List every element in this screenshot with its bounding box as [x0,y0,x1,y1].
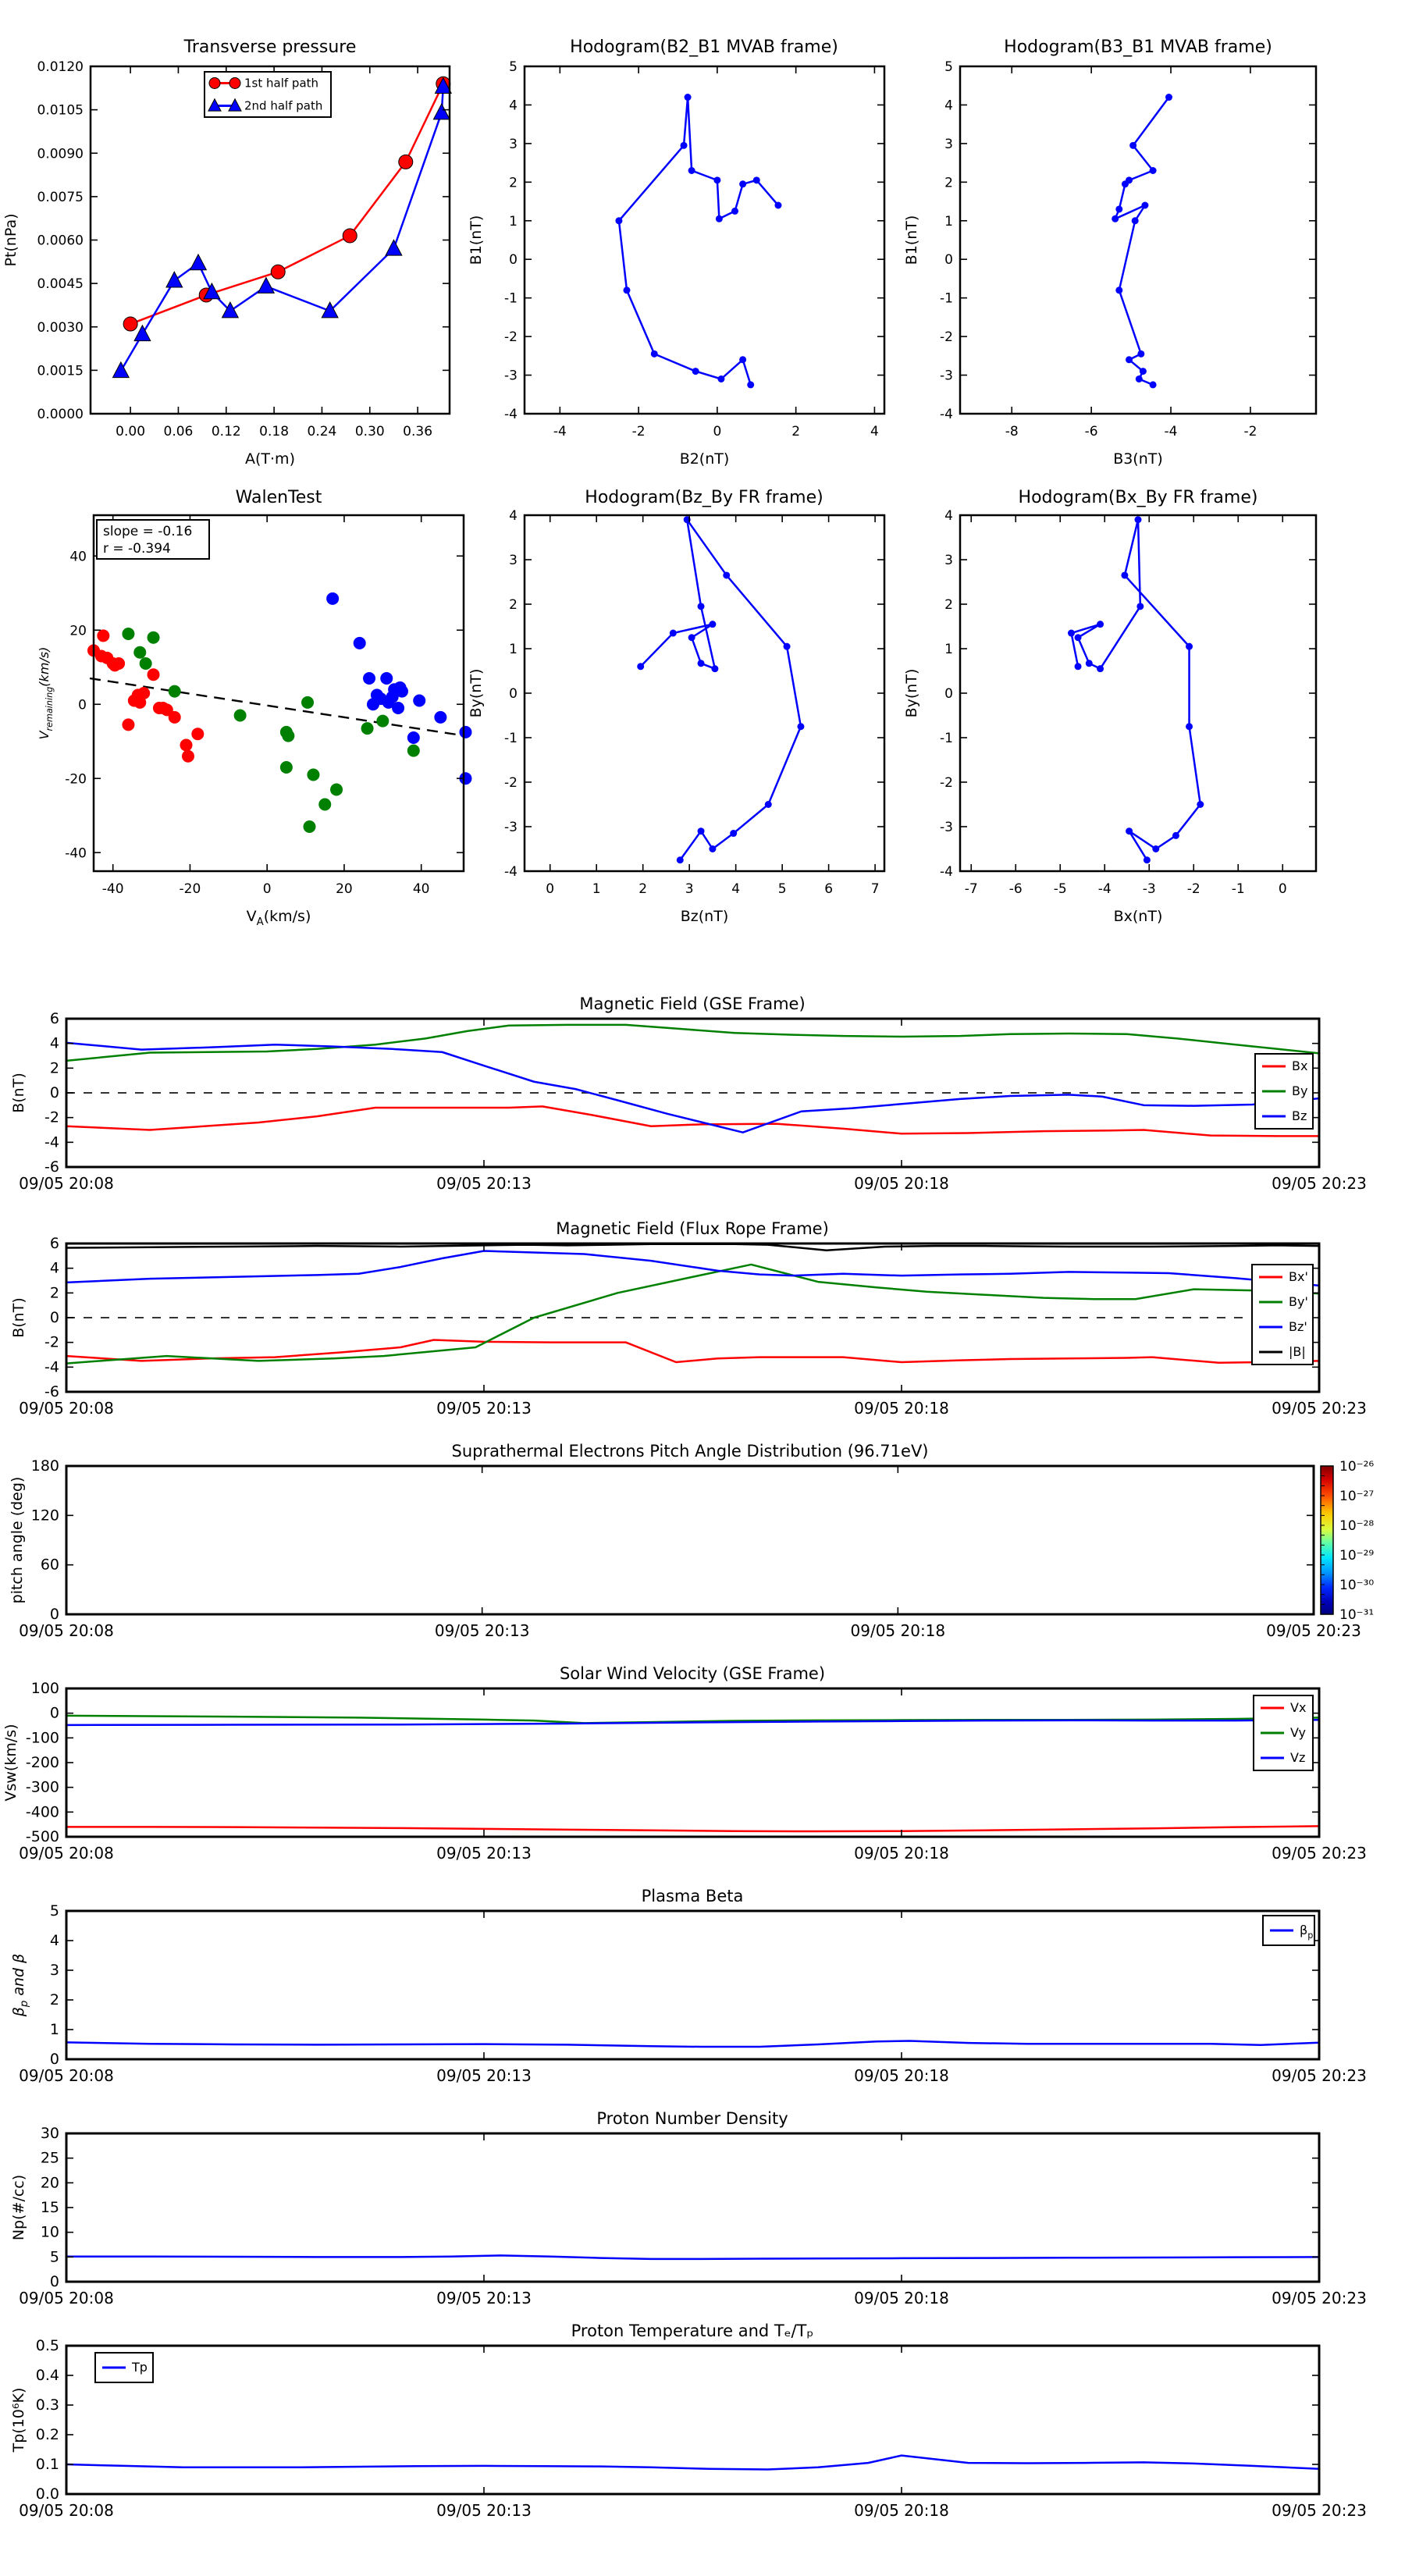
svg-text:25: 25 [40,2149,59,2167]
svg-text:09/05 20:08: 09/05 20:08 [19,2289,114,2307]
svg-text:4: 4 [509,508,518,524]
svg-text:09/05 20:08: 09/05 20:08 [19,1174,114,1193]
series-hodogram-path [1115,98,1169,385]
svg-text:-2: -2 [44,1333,59,1351]
svg-text:09/05 20:18: 09/05 20:18 [854,1399,949,1418]
svg-text:09/05 20:13: 09/05 20:13 [436,2066,532,2085]
svg-text:09/05 20:08: 09/05 20:08 [19,2066,114,2085]
series-By-prime [66,1265,1319,1364]
svg-text:2: 2 [944,175,953,191]
svg-text:-2: -2 [1186,881,1200,897]
svg-text:0.24: 0.24 [307,424,337,439]
svg-text:B2(nT): B2(nT) [679,450,730,468]
chart-proton-number-density [10,2125,1367,2307]
svg-text:-20: -20 [65,771,87,788]
svg-text:B3(nT): B3(nT) [1113,450,1163,468]
series-Bx-prime [66,1340,1319,1363]
svg-text:-4: -4 [553,424,567,439]
svg-text:6: 6 [49,1235,59,1252]
axes-frame [66,1466,1314,1614]
series-B-magnitude [66,1244,1319,1251]
svg-text:0: 0 [49,2273,59,2290]
hodogram-bz-by-title: Hodogram(Bz_By FR frame) [585,488,823,507]
svg-text:2: 2 [509,597,518,613]
axes-frame [525,66,884,414]
svg-text:-300: -300 [25,1778,59,1796]
proton-number-density-title: Proton Number Density [596,2109,788,2128]
svg-text:40: 40 [69,549,87,565]
svg-text:-4: -4 [940,407,953,422]
svg-text:0.30: 0.30 [354,424,385,439]
svg-text:By: By [1292,1083,1308,1098]
svg-text:0.0075: 0.0075 [37,189,84,205]
svg-text:-4: -4 [44,1358,59,1376]
svg-text:09/05 20:23: 09/05 20:23 [1266,1621,1361,1640]
svg-text:A(T·m): A(T·m) [245,450,295,468]
svg-text:0.5: 0.5 [35,2337,59,2354]
series-Vx [66,1826,1319,1831]
svg-text:-20: -20 [179,881,201,897]
svg-text:20: 20 [69,623,87,639]
svg-text:4: 4 [49,1259,59,1277]
svg-text:-2: -2 [44,1108,59,1126]
svg-text:09/05 20:23: 09/05 20:23 [1272,1844,1367,1863]
chart-walen-test [37,515,471,928]
svg-text:1: 1 [944,213,953,229]
svg-text:100: 100 [30,1680,59,1697]
svg-text:7: 7 [870,881,880,897]
svg-text:09/05 20:23: 09/05 20:23 [1272,2289,1367,2307]
svg-text:Bz(nT): Bz(nT) [680,908,729,925]
svg-text:09/05 20:18: 09/05 20:18 [854,2066,949,2085]
magnetic-field-fr-title: Magnetic Field (Flux Rope Frame) [556,1219,829,1238]
svg-text:09/05 20:18: 09/05 20:18 [854,2501,949,2520]
svg-text:0.0015: 0.0015 [37,363,84,379]
svg-text:0.0: 0.0 [35,2485,59,2503]
svg-text:|B|: |B| [1289,1344,1306,1359]
svg-text:09/05 20:08: 09/05 20:08 [19,1844,114,1863]
svg-text:-4: -4 [1097,881,1112,897]
svg-text:09/05 20:13: 09/05 20:13 [436,1844,532,1863]
svg-text:09/05 20:13: 09/05 20:13 [436,1174,532,1193]
svg-text:3: 3 [944,553,953,568]
svg-text:pitch angle (deg): pitch angle (deg) [9,1476,26,1604]
svg-text:0: 0 [944,252,953,269]
svg-text:0: 0 [1278,881,1287,897]
svg-text:-1: -1 [504,731,518,746]
svg-text:09/05 20:08: 09/05 20:08 [19,2501,114,2520]
svg-text:1: 1 [49,2021,59,2038]
svg-text:2: 2 [791,424,801,439]
axes-frame [66,1911,1319,2059]
svg-text:Bx(nT): Bx(nT) [1113,908,1163,925]
svg-text:3: 3 [509,136,518,152]
svg-text:180: 180 [30,1457,59,1475]
hodogram-bx-by-title: Hodogram(Bx_By FR frame) [1018,488,1258,507]
svg-text:3: 3 [509,553,518,568]
svg-text:-3: -3 [1142,881,1156,897]
svg-text:1: 1 [944,642,953,657]
svg-text:0: 0 [713,424,722,439]
svg-text:Pt(nPa): Pt(nPa) [2,213,20,267]
magnetic-field-gse-title: Magnetic Field (GSE Frame) [579,994,806,1013]
chart-hodogram-b3-b1 [903,59,1316,468]
svg-text:0.12: 0.12 [211,424,241,439]
svg-text:2: 2 [509,175,518,191]
svg-text:-6: -6 [44,1158,59,1176]
series-hodogram-path [619,98,778,385]
svg-text:-2: -2 [504,775,518,791]
scatter-group-red [87,629,204,762]
svg-text:0.0045: 0.0045 [37,276,84,293]
svg-text:0.0120: 0.0120 [37,59,84,75]
svg-text:0: 0 [509,686,518,702]
svg-text:VA(km/s): $V_A(km/s)$ [246,908,311,928]
svg-text:Vy: Vy [1290,1725,1306,1740]
chart-transverse-pressure [2,59,451,468]
svg-text:Vsw(km/s): Vsw(km/s) [2,1724,20,1802]
svg-text:5: 5 [49,2248,59,2266]
svg-text:5: 5 [944,59,953,75]
svg-text:B(nT): B(nT) [10,1073,27,1113]
svg-text:Bz': Bz' [1289,1319,1307,1334]
svg-text:r = -0.394: r = -0.394 [103,541,171,557]
series-By [66,1025,1319,1061]
svg-text:0.0000: 0.0000 [37,407,84,422]
svg-text:Vx: Vx [1290,1700,1307,1715]
svg-text:0.0105: 0.0105 [37,102,84,119]
svg-text:B1(nT): B1(nT) [468,215,485,265]
svg-text:1st half path: 1st half path [244,76,319,91]
walen-test-title: WalenTest [235,488,322,507]
svg-text:Tp(10⁶K): Tp(10⁶K) [10,2387,27,2453]
svg-text:By': By' [1289,1294,1308,1309]
svg-text:4: 4 [944,98,953,114]
svg-text:10⁻³⁰: 10⁻³⁰ [1339,1578,1375,1593]
svg-text:0: 0 [944,686,953,702]
svg-text:Bx: Bx [1292,1059,1308,1073]
svg-text:-3: -3 [940,820,953,835]
svg-text:Bz: Bz [1292,1108,1307,1123]
svg-text:1: 1 [592,881,601,897]
svg-text:5: 5 [509,59,518,75]
series-hodogram-path [1072,520,1200,860]
svg-text:09/05 20:23: 09/05 20:23 [1272,1399,1367,1418]
svg-text:Bx': Bx' [1289,1269,1308,1284]
svg-text:-1: -1 [940,290,953,307]
svg-text:09/05 20:13: 09/05 20:13 [436,2289,532,2307]
chart-hodogram-bz-by [468,508,884,925]
axes-frame [66,2346,1319,2494]
svg-text:60: 60 [40,1556,59,1574]
hodogram-b2-b1-title: Hodogram(B2_B1 MVAB frame) [570,37,838,57]
svg-text:-4: -4 [940,864,953,880]
svg-text:5: 5 [49,1902,59,1920]
svg-text:-2: -2 [1243,424,1257,439]
svg-text:-4: -4 [504,864,518,880]
svg-text:0: 0 [49,1704,59,1722]
svg-text:09/05 20:08: 09/05 20:08 [19,1399,114,1418]
svg-text:0.4: 0.4 [35,2367,59,2384]
svg-text:0: 0 [49,1084,59,1101]
svg-text:-100: -100 [25,1729,59,1747]
svg-text:09/05 20:18: 09/05 20:18 [850,1621,946,1640]
svg-text:-400: -400 [25,1803,59,1821]
axes-frame [960,66,1316,414]
series-1st-half-path [130,84,443,324]
svg-text:10⁻²⁷: 10⁻²⁷ [1339,1489,1375,1504]
svg-text:2: 2 [49,1284,59,1302]
series-2nd-half-path [121,87,443,371]
svg-text:-4: -4 [504,407,518,422]
svg-text:4: 4 [731,881,741,897]
svg-text:09/05 20:13: 09/05 20:13 [436,1399,532,1418]
svg-text:-500: -500 [25,1828,59,1845]
svg-text:-6: -6 [1084,424,1098,439]
chart-magnetic-field-gse [10,1010,1367,1193]
series-Bz [66,1043,1319,1133]
svg-text:4: 4 [944,508,953,524]
svg-text:0.00: 0.00 [116,424,146,439]
svg-text:4: 4 [49,1034,59,1052]
svg-text:2: 2 [638,881,648,897]
svg-text:-1: -1 [940,731,953,746]
svg-text:4: 4 [870,424,879,439]
svg-text:120: 120 [30,1507,59,1525]
svg-text:09/05 20:08: 09/05 20:08 [19,1621,114,1640]
svg-text:-2: -2 [940,329,953,346]
axes-frame [66,1688,1319,1837]
svg-text:-3: -3 [504,368,518,384]
svg-text:09/05 20:23: 09/05 20:23 [1272,2501,1367,2520]
svg-text:09/05 20:23: 09/05 20:23 [1272,2066,1367,2085]
svg-text:0.18: 0.18 [259,424,290,439]
solar-wind-velocity-title: Solar Wind Velocity (GSE Frame) [559,1664,826,1683]
svg-text:-1: -1 [1231,881,1245,897]
svg-text:10: 10 [40,2223,59,2241]
svg-text:-200: -200 [25,1754,59,1771]
svg-text:3: 3 [685,881,694,897]
svg-text:-40: -40 [101,881,124,897]
chart-plasma-beta [10,1902,1367,2085]
svg-text:-6: -6 [1008,881,1023,897]
svg-text:0: 0 [509,252,518,269]
svg-text:0: 0 [262,881,272,897]
svg-text:-7: -7 [964,881,978,897]
svg-text:3: 3 [49,1962,59,1979]
svg-text:-3: -3 [504,820,518,835]
chart-solar-wind-velocity [2,1680,1367,1863]
svg-text:-2: -2 [940,775,953,791]
svg-text:2nd half path: 2nd half path [244,98,323,113]
svg-text:-2: -2 [504,329,518,346]
svg-text:20: 20 [336,881,353,897]
chart-hodogram-b2-b1 [468,59,884,468]
svg-text:-1: -1 [504,290,518,307]
svg-text:-2: -2 [631,424,646,439]
svg-text:0: 0 [49,1309,59,1326]
svg-text:15: 15 [40,2199,59,2216]
svg-text:0: 0 [546,881,555,897]
svg-text:10⁻²⁹: 10⁻²⁹ [1339,1548,1375,1564]
plasma-beta-title: Plasma Beta [641,1887,744,1905]
svg-text:0.0090: 0.0090 [37,146,84,162]
svg-text:Np(#/cc): Np(#/cc) [10,2174,27,2241]
svg-text:-40: -40 [65,845,87,862]
svg-text:slope = -0.16: slope = -0.16 [103,524,193,539]
svg-text:10⁻²⁸: 10⁻²⁸ [1339,1518,1375,1534]
svg-text:09/05 20:18: 09/05 20:18 [854,2289,949,2307]
series-Bx [66,1106,1319,1136]
svg-text:4: 4 [49,1932,59,1949]
axes-frame [91,66,450,414]
svg-text:Vremaining(km/s): $V_{remaining}(km/s)$ [37,646,55,740]
series-hodogram-path [641,520,801,860]
svg-text:09/05 20:18: 09/05 20:18 [854,1174,949,1193]
svg-text:1: 1 [509,642,518,657]
trend-line [90,678,468,736]
svg-text:βp: $\beta_p$ [1300,1923,1314,1941]
series-beta-p [66,2041,1319,2047]
proton-temperature-title: Proton Temperature and Tₑ/Tₚ [571,2322,814,2340]
svg-text:0.2: 0.2 [35,2426,59,2443]
svg-text:10⁻³¹: 10⁻³¹ [1339,1607,1375,1623]
svg-text:0.0030: 0.0030 [37,319,84,336]
chart-magnetic-field-fr [10,1235,1367,1418]
series-Bz-prime [66,1251,1319,1286]
svg-text:-6: -6 [44,1383,59,1400]
pitch-angle-title: Suprathermal Electrons Pitch Angle Distribution (96.71eV) [451,1442,929,1461]
series-Np [66,2255,1319,2258]
svg-text:09/05 20:23: 09/05 20:23 [1272,1174,1367,1193]
svg-text:-4: -4 [1164,424,1178,439]
svg-text:0.36: 0.36 [403,424,433,439]
svg-text:2: 2 [49,1059,59,1077]
svg-text:By(nT): By(nT) [903,668,920,718]
chart-pitch-angle [9,1457,1374,1640]
svg-text:B1(nT): B1(nT) [903,215,920,265]
svg-text:-5: -5 [1053,881,1067,897]
chart-hodogram-bx-by [903,508,1316,925]
svg-text:10⁻²⁶: 10⁻²⁶ [1339,1459,1375,1475]
svg-text:0: 0 [49,1606,59,1623]
svg-text:2: 2 [944,597,953,613]
scatter-group-green [122,628,419,833]
svg-text:0.06: 0.06 [163,424,194,439]
svg-text:3: 3 [944,136,953,152]
svg-text:Tp: Tp [132,2360,148,2375]
svg-text:Vz: Vz [1290,1750,1306,1765]
hodogram-b3-b1-title: Hodogram(B3_B1 MVAB frame) [1004,37,1272,57]
svg-text:30: 30 [40,2125,59,2142]
svg-text:βp and β: $\beta_p$ and β [10,1953,30,2017]
svg-text:0.0060: 0.0060 [37,233,84,249]
svg-text:40: 40 [412,881,430,897]
svg-text:09/05 20:13: 09/05 20:13 [436,2501,532,2520]
svg-text:09/05 20:18: 09/05 20:18 [854,1844,949,1863]
svg-text:-3: -3 [940,368,953,384]
svg-text:0: 0 [49,2051,59,2068]
svg-text:0: 0 [78,697,87,713]
scatter-group-blue [326,592,471,785]
svg-text:20: 20 [40,2174,59,2192]
svg-text:By(nT): By(nT) [468,668,485,718]
svg-text:1: 1 [509,213,518,229]
series-Tp [66,2456,1319,2470]
svg-text:6: 6 [824,881,834,897]
svg-text:B(nT): B(nT) [10,1297,27,1338]
chart-proton-temperature [10,2337,1367,2520]
svg-text:-8: -8 [1005,424,1019,439]
svg-text:-4: -4 [44,1133,59,1151]
svg-text:0.3: 0.3 [35,2396,59,2414]
svg-text:2: 2 [49,1991,59,2008]
transverse-pressure-title: Transverse pressure [183,37,357,57]
axes-frame [960,515,1316,871]
svg-text:5: 5 [777,881,787,897]
svg-text:0.1: 0.1 [35,2456,59,2473]
colorbar [1321,1466,1333,1614]
svg-text:09/05 20:13: 09/05 20:13 [434,1621,530,1640]
axes-frame [525,515,884,871]
svg-text:4: 4 [509,98,518,114]
svg-text:6: 6 [49,1010,59,1027]
